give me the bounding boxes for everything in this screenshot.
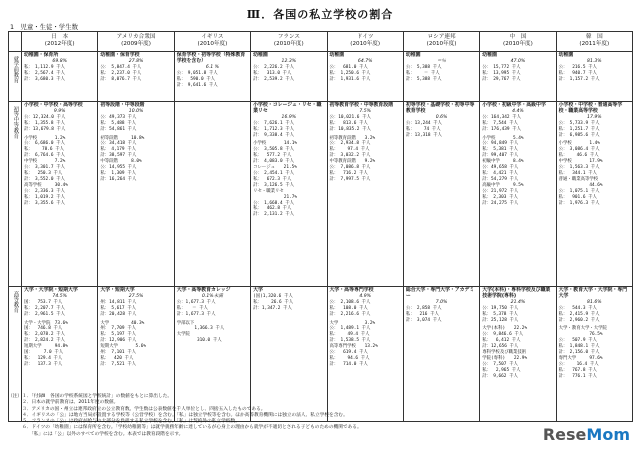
- count-line: 私： 672.3 千人: [253, 176, 292, 182]
- private-share: 7.0%: [435, 299, 448, 305]
- count-line: 州：14,811 千人: [100, 299, 137, 305]
- count-line: 計： 3,074 千人: [405, 317, 442, 323]
- count-line: 私： 2,078.2 千人: [24, 332, 65, 338]
- count-line: 計：20,428 千人: [100, 311, 137, 317]
- data-cell: [556, 102, 632, 287]
- country-year: (2009年度): [121, 41, 151, 47]
- cell-heading: 小学校・コレージュ・リセ・職業リセ: [253, 102, 322, 114]
- count-line: 計： 9,641.6 千人: [176, 82, 218, 88]
- count-line: 私： 462.8 千人: [253, 206, 292, 212]
- count-line: 初級中学 8.4%: [482, 159, 524, 165]
- count-line: 公：34,418 千人: [100, 141, 137, 147]
- count-line: 小学校 5.4%: [482, 135, 524, 141]
- note-line: ３．アメリカの国・州立は連邦政府立の公立教育数。学生数は公表数値を千人単位とし、四捨五入したものである。: [8, 406, 266, 412]
- count-line: 私： 2,415.9 千人: [558, 311, 600, 317]
- private-share: 16.9%: [281, 114, 297, 120]
- count-line: 短期大学 5.6%: [100, 344, 147, 350]
- count-line: 中学校 7.2%: [24, 159, 66, 165]
- row-label: 就学前教育: [9, 52, 22, 102]
- count-line: 私： 74 千人: [405, 126, 441, 132]
- count-line: 公： 507.9 千人: [558, 338, 597, 344]
- count-line: 計： 2,539.2 千人: [253, 76, 295, 82]
- count-line: 公： 2,934.8 千人: [329, 141, 371, 147]
- count-line: 私： 4,421 千人: [482, 170, 518, 176]
- data-cell: [98, 52, 174, 102]
- table-row: [9, 102, 633, 287]
- header-row: [9, 32, 633, 52]
- count-line: 計： 5,388 千人: [405, 76, 442, 82]
- count-line: 私： 26.6 千人: [253, 299, 294, 305]
- count-line: 専門大学 97.6%: [558, 355, 603, 361]
- count-line: 私： 1,251.7 千人: [558, 126, 600, 132]
- corner-cell: [9, 32, 22, 52]
- cell-heading: 総合大学・専門大学・アカデミー: [405, 287, 475, 299]
- count-line: 高等専門学校 13.2%: [329, 344, 378, 350]
- count-line: 計： 3,355.6 千人: [24, 200, 65, 206]
- count-line: 私： 1,309 千人: [100, 170, 136, 176]
- count-line: 私： 13,995 千人: [482, 70, 521, 76]
- count-line: コレージュ 21.5%: [253, 165, 297, 171]
- count-line: 公：1,677.3 千人: [176, 299, 216, 305]
- count-line: 公： 544.3 千人: [558, 305, 597, 311]
- count-line: 国： 753.7 千人: [24, 299, 63, 305]
- count-line: 公：13,244 千人: [405, 120, 442, 126]
- count-line: 大学・教育大学・大学院: [558, 326, 607, 332]
- country-header: [98, 32, 174, 52]
- count-line: 公：10,021.6 千人: [329, 114, 371, 120]
- private-share: 69.8%: [52, 58, 67, 64]
- country-header: [480, 32, 556, 52]
- note-line: ２．日本の就学前教育は、2011年度の数値。: [8, 400, 119, 406]
- cell-heading: 幼稚園・保育学校: [100, 52, 140, 58]
- count-line: 短期大学 94.8%: [24, 344, 68, 350]
- count-line: 310.0 千人: [176, 338, 222, 344]
- count-line: 国： 7.0 千人: [24, 350, 64, 356]
- count-line: 計：99,407 千人: [482, 153, 519, 159]
- cell-heading: 大学・大学院・短期大学: [24, 287, 78, 293]
- count-line: 公： 5,733.9 千人: [558, 120, 600, 126]
- count-line: 計： 2,216.6 千人: [329, 311, 371, 317]
- cell-heading: 大学・高等教育カレッジ: [176, 287, 231, 293]
- count-line: 私： 4,179 千人: [100, 147, 136, 153]
- cell-heading: 大学: [253, 287, 263, 293]
- count-line: 私： 813.6 千人: [329, 120, 368, 126]
- count-line: 計： 7,997.5 千人: [329, 176, 371, 182]
- count-line: 1,366.3 千人: [176, 326, 225, 332]
- note-line: ５．フランスの「公」は政府が給与の大部分を負担する私立学校を含む。「私」は契約外の私立学校数。: [8, 419, 240, 425]
- count-line: 公： 1,668.4 千人: [253, 200, 295, 206]
- count-line: 計： 3,552.0 千人: [24, 176, 65, 182]
- count-line: 私： 5,617 千人: [100, 305, 136, 311]
- count-line: 公：14,955 千人: [100, 165, 137, 171]
- count-line: 公： 1,489.1 千人: [329, 326, 371, 332]
- data-cell: [251, 102, 327, 287]
- count-line: 私： 901.6 千人: [558, 194, 597, 200]
- data-cell: [327, 102, 403, 287]
- private-share: 47.0%: [510, 58, 526, 64]
- cell-heading: 幼稚園・保育所: [24, 52, 59, 58]
- count-line: 21.7%: [253, 194, 298, 200]
- count-line: 高級中学 9.5%: [482, 182, 524, 188]
- count-line: 計： 1,538.5 千人: [329, 338, 371, 344]
- cell-heading: 初等学校・基礎学校・初等中等教育学校: [405, 102, 475, 114]
- count-line: 小学校 1.4%: [558, 141, 600, 147]
- cell-heading: 小学校・中学校・高等学校: [24, 102, 83, 108]
- count-line: 小学校 1.2%: [24, 135, 66, 141]
- count-line: リセ・職業リセ: [253, 188, 284, 194]
- data-cell: [174, 102, 250, 287]
- count-line: 初等教育段階 3.2%: [329, 135, 376, 141]
- count-line: 大学院: [176, 332, 190, 338]
- count-line: 計：54,861 千人: [100, 126, 137, 132]
- count-line: 計：24,275 千人: [482, 200, 519, 206]
- cell-heading: 大学(本科)・専科学校及び職業技術学院(専科): [482, 287, 551, 299]
- count-line: 公： 9,051.8 千人: [176, 70, 218, 76]
- count-line: 大学(本科) 22.2%: [482, 326, 528, 332]
- private-share: 21.4%: [510, 299, 526, 305]
- country-header: [327, 32, 403, 52]
- count-line: 中等教育段階 9.2%: [329, 159, 376, 165]
- count-line: 私： 767.8 千人: [558, 367, 597, 373]
- count-line: 計： 1,976.3 千人: [558, 200, 600, 206]
- country-header: [556, 32, 632, 52]
- count-line: 計： 2,961.5 千人: [24, 311, 65, 317]
- count-line: 公： 3,505.8 千人: [253, 147, 295, 153]
- count-line: 州： 7,709 千人: [100, 326, 136, 332]
- count-line: 計：13,318 千人: [405, 132, 442, 138]
- count-line: 公：164,342 千人: [482, 114, 521, 120]
- data-cell: [22, 52, 98, 102]
- count-line: 私： 2,303 千人: [482, 194, 518, 200]
- count-line: 公： 216.5 千人: [558, 64, 597, 70]
- count-line: 私： 1,355.8 千人: [24, 120, 65, 126]
- count-line: 私： 49.4 千人: [329, 332, 370, 338]
- data-cell: [403, 102, 479, 287]
- count-line: 計： 4,083.0 千人: [253, 159, 295, 165]
- count-line: 私： 6,412 千人: [482, 338, 521, 344]
- count-line: 計： 3,032.2 千人: [329, 153, 371, 159]
- count-line: 公：21,972 千人: [482, 188, 519, 194]
- country-header: [251, 32, 327, 52]
- table-row: [9, 52, 633, 102]
- count-line: 公： 619.4 千人: [329, 350, 368, 356]
- count-line: 公： 1,563.3 千人: [558, 165, 600, 171]
- data-cell: [22, 102, 98, 287]
- count-line: 公： 2,108.6 千人: [329, 299, 371, 305]
- count-line: 公： 681.0 千人: [329, 64, 368, 70]
- country-year: (2010年度): [350, 41, 381, 47]
- count-line: 計： 8,076.7 千人: [100, 76, 142, 82]
- country-year: (2010年度): [503, 41, 533, 47]
- count-line: 私： 313.0 千人: [253, 70, 292, 76]
- count-line: 私： 716.2 千人: [329, 170, 368, 176]
- count-line: 計： 2,960.2 千人: [558, 317, 600, 323]
- country-year: (2010年度): [426, 41, 457, 47]
- count-line: 私： 78.6 千人: [24, 147, 65, 153]
- cell-heading: 幼稚園: [482, 52, 497, 58]
- count-line: 国： 746.8 千人: [24, 326, 63, 332]
- count-line: 私： 250.3 千人: [24, 170, 63, 176]
- note-line: ６．ドイツの「幼稚園」には保育所を含む。「学校幼稚園等」は就学義務年齢に達しているが心身上の理由から就学が不適切とされる子どものための機関である。: [8, 425, 362, 431]
- count-line: 私： 344.1 千人: [558, 170, 597, 176]
- count-line: 計：10,835.2 千人: [329, 126, 371, 132]
- count-line: 小学校 14.1%: [253, 141, 298, 147]
- count-line: 公： 6,686.0 千人: [24, 141, 65, 147]
- cell-heading: 大学・短期大学: [100, 287, 135, 293]
- country-name: 韓 国: [585, 34, 603, 40]
- count-line: 私： 2,567.4 千人: [24, 70, 65, 76]
- count-line: 私： 1,712.3 千人: [253, 126, 295, 132]
- country-name: アメリカ合衆国: [116, 34, 156, 40]
- country-name: ロシア連邦: [427, 34, 456, 40]
- count-line: 私： 7,544 千人: [482, 120, 518, 126]
- count-line: 初等段階 10.8%: [100, 135, 145, 141]
- country-name: 中 国: [509, 34, 527, 40]
- count-line: 計：1,677.3 千人: [176, 311, 216, 317]
- count-line: 公： 7,626.1 千人: [253, 120, 295, 126]
- count-line: 計： 3,126.5 千人: [253, 182, 295, 188]
- cell-heading: 小学校・中学校・普通高等学校・職業高等学校: [558, 102, 623, 114]
- cell-heading: 初等段階・中等段階: [100, 102, 145, 108]
- private-share: 4.9%: [359, 293, 372, 299]
- private-share: 64.7%: [357, 58, 373, 64]
- count-line: 公： 15,772 千人: [482, 64, 521, 70]
- count-line: 公： 5,388 千人: [405, 64, 442, 70]
- count-line: 私： ＝ 千人: [176, 305, 208, 311]
- count-line: 公： 16.4 千人: [558, 361, 599, 367]
- count-line: 私： 216 千人: [405, 311, 439, 317]
- count-line: 公：49,373 千人: [100, 114, 137, 120]
- section-title: 1 児童・生徒・学生数: [10, 23, 78, 31]
- count-line: 私： 590.0 千人: [176, 76, 216, 82]
- cell-heading: 幼稚園: [253, 52, 268, 58]
- count-line: 計： 776.1 千人: [558, 373, 597, 379]
- count-line: 計： 7,521 千人: [100, 361, 136, 367]
- private-share: 17.9%: [587, 114, 602, 120]
- country-header: [174, 32, 250, 52]
- count-line: 公： 7,507 千人: [482, 361, 518, 367]
- count-line: 44.6%: [558, 182, 603, 188]
- count-line: 計： 2,131.2 千人: [253, 212, 295, 218]
- count-line: 公： 5,847.4 千人: [100, 64, 142, 70]
- cell-heading: 保育学校・初等学校（特殊教育学校を含む）: [176, 52, 246, 64]
- count-line: 公： 2,858 千人: [405, 305, 442, 311]
- country-year: (2012年度): [44, 41, 75, 47]
- note-line: （注）１．「付録Ⅱ 各国の学校系統図と学校統計」の数値をもとに算出した。: [8, 394, 173, 399]
- data-cell: [556, 52, 632, 102]
- count-line: 公： 7,086.8 千人: [329, 165, 371, 171]
- count-line: 州： 7,101 千人: [100, 350, 136, 356]
- count-line: 私： 129.4 千人: [24, 355, 63, 361]
- count-line: 大学 3.2%: [329, 320, 376, 326]
- count-line: 学部以下: [176, 320, 195, 326]
- country-year: (2011年度): [579, 41, 610, 47]
- count-line: 計： 6,764.6 千人: [24, 153, 65, 159]
- private-school-table: [8, 31, 633, 422]
- cell-heading: 初等教育学校・中等教育段階: [329, 102, 394, 108]
- country-year: (2010年度): [197, 41, 228, 47]
- count-line: 私： 97.4 千人: [329, 147, 370, 153]
- count-line: 私： 420 千人: [100, 355, 134, 361]
- data-cell: [174, 52, 250, 102]
- private-share: 81.3%: [587, 58, 602, 64]
- private-share: 10.0%: [128, 108, 144, 114]
- country-name: 日 本: [51, 34, 69, 40]
- count-line: 私： 940.7 千人: [558, 70, 597, 76]
- private-share: ＝％: [436, 58, 447, 64]
- count-line: 中等段階 8.0%: [100, 159, 142, 165]
- count-line: 計： 3,680.3 千人: [24, 76, 65, 82]
- private-share: 0.6%: [435, 114, 448, 120]
- private-share: 7.5%: [359, 108, 372, 114]
- private-share: 74.5%: [52, 293, 67, 299]
- count-line: 計：38,597 千人: [100, 153, 137, 159]
- count-line: 私： 1,848.1 千人: [558, 344, 600, 350]
- count-line: 私： 2,965 千人: [482, 367, 521, 373]
- count-line: 公： 2,226.2 千人: [253, 64, 295, 70]
- count-line: 普通・職業高等学校: [558, 176, 599, 182]
- data-cell: [327, 52, 403, 102]
- count-line: 私： 1,112.9 千人: [24, 64, 65, 70]
- private-share: 27.5%: [128, 293, 144, 299]
- count-line: 公： 3,301.7 千人: [24, 165, 65, 171]
- data-cell: [98, 102, 174, 287]
- data-cell: [480, 52, 556, 102]
- count-line: 私： 46.6 千人: [558, 153, 599, 159]
- row-label: 高等教育: [9, 287, 22, 422]
- count-line: 計： 1,157.2 千人: [558, 76, 600, 82]
- count-line: 計：13,679.8 千人: [24, 126, 66, 132]
- country-header: [22, 32, 98, 52]
- count-line: 計：12,656 千人: [482, 344, 519, 350]
- notes: [8, 394, 633, 438]
- row-label: 初等中等教育: [9, 102, 22, 287]
- count-line: 私： 94.6 千人: [329, 355, 370, 361]
- count-line: 計：54,279 千人: [482, 176, 519, 182]
- count-line: 計： 2,156.0 千人: [558, 350, 600, 356]
- count-line: 大学 40.3%: [100, 320, 145, 326]
- private-share: 9.9%: [53, 108, 66, 114]
- count-line: 私： 2,237.0 千人: [100, 70, 142, 76]
- page-title: Ⅲ．各国の私立学校の割合: [246, 8, 394, 21]
- count-line: 計：176,439 千人: [482, 126, 521, 132]
- count-line: (国)1,320.6 千人: [253, 293, 293, 299]
- count-line: 私： 2,207.7 千人: [24, 305, 65, 311]
- cell-heading: 小学校・初級中学・高級中学: [482, 102, 546, 108]
- cell-heading: 幼稚園: [558, 52, 574, 58]
- count-line: 私： 577.2 千人: [253, 153, 292, 159]
- count-line: 公： 1,075.1 千人: [558, 188, 600, 194]
- count-line: 公：49,658 千人: [482, 165, 519, 171]
- count-line: 私： 5,488 千人: [100, 120, 136, 126]
- count-line: 計： 9,662 千人: [482, 373, 518, 379]
- count-line: 公：19,750 千人: [482, 305, 519, 311]
- cell-heading: 大学・高等専門学校: [329, 287, 374, 293]
- data-cell: [480, 102, 556, 287]
- count-line: 計：1,347.2 千人: [253, 305, 292, 311]
- country-header: [403, 32, 479, 52]
- count-line: 学院(専科) 22.9%: [482, 355, 528, 361]
- cell-heading: 幼稚園: [405, 52, 421, 58]
- country-year: (2010年度): [273, 41, 304, 47]
- count-line: 公：12,324.0 千人: [24, 114, 66, 120]
- count-line: 計： 2,824.2 千人: [24, 338, 65, 344]
- private-share: 81.6%: [587, 299, 602, 305]
- data-cell: [403, 52, 479, 102]
- count-line: 中学校 17.9%: [558, 159, 603, 165]
- count-line: 大学・大学院 73.6%: [24, 320, 68, 326]
- count-line: 私： ＝ 千人: [405, 70, 440, 76]
- count-line: 公： 9,846.6 千人: [482, 332, 524, 338]
- country-name: ドイツ: [356, 34, 374, 40]
- note-line: ４．イギリスの「公」は地方当局が設置する学校等（公営学校）を含む。「私」は独立学校等を含む。ほか高等教育機関には独立の法人、私立学校を含む。: [8, 412, 348, 418]
- count-line: 私： 1,250.6 千人: [329, 70, 371, 76]
- private-share: 6.1 %: [205, 64, 219, 70]
- count-line: 公： 2,454.1 千人: [253, 170, 295, 176]
- cell-heading: 幼稚園: [329, 52, 345, 58]
- country-name: イギリス: [201, 34, 224, 40]
- note-line: 「私」には「公」以外のすべての学校を含む。本表では教育段階を示す。: [8, 431, 184, 437]
- private-share: 27.8%: [128, 58, 144, 64]
- count-line: 計：12,906 千人: [100, 338, 137, 344]
- private-share: 4.4%: [512, 108, 524, 114]
- count-line: 私： 108.0 千人: [329, 305, 368, 311]
- count-line: 私： 5,378 千人: [482, 311, 518, 317]
- count-line: 公：94,849 千人: [482, 141, 519, 147]
- count-line: 公： 2,336.3 千人: [24, 188, 65, 194]
- count-line: 計： 714.0 千人: [329, 361, 368, 367]
- private-share: 0.1%未満: [202, 293, 223, 299]
- count-line: 76.5%: [558, 332, 603, 338]
- country-name: フランス: [277, 34, 300, 40]
- count-line: 高等学校 30.4%: [24, 182, 68, 188]
- cell-heading: 大学・教育大学・大学院・専門大学: [558, 287, 628, 299]
- count-line: 私： 1,019.2 千人: [24, 194, 65, 200]
- count-line: 公： 3,086.4 千人: [558, 147, 600, 153]
- count-line: 計： 9,338.4 千人: [253, 132, 295, 138]
- private-share: 12.3%: [281, 58, 297, 64]
- count-line: 計： 6,985.6 千人: [558, 132, 600, 138]
- count-line: 私： 5,197 千人: [100, 332, 136, 338]
- count-line: 計： 137.3 千人: [24, 361, 63, 367]
- count-line: 計：25,128 千人: [482, 317, 519, 323]
- count-line: 計： 1,931.6 千人: [329, 76, 371, 82]
- count-line: 計：16,264 千人: [100, 176, 137, 182]
- resemom-logo: ReseMom: [542, 425, 630, 444]
- count-line: 専科学校及び職業技術: [482, 350, 527, 356]
- count-line: 私： 5,381 千人: [482, 147, 518, 153]
- data-cell: [251, 52, 327, 102]
- count-line: 計： 29,767 千人: [482, 76, 521, 82]
